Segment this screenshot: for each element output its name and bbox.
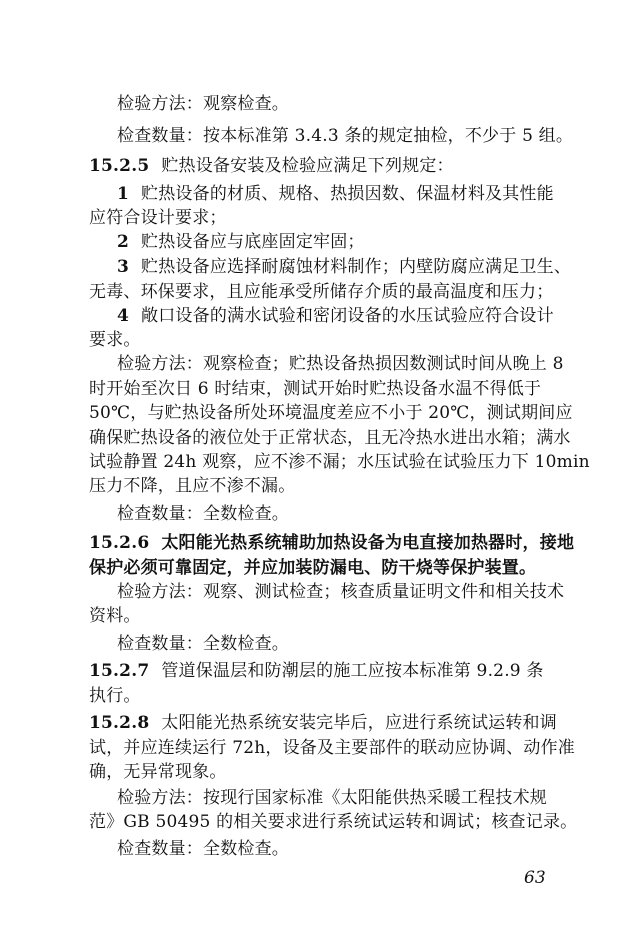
text-line: 检验方法：观察检查。	[117, 94, 289, 114]
text-line: 检验方法：观察、测试检查；核查质量证明文件和相关技术	[117, 582, 565, 602]
text-line: 压力不降，且应不渗不漏。	[89, 476, 296, 496]
clause-heading: 15.2.5 贮热设备安装及检验应满足下列规定：	[89, 156, 454, 176]
text-line: 时开始至次日 6 时结束，测试开始时贮热设备水温不得低于	[89, 379, 542, 399]
text-line: 无毒、环保要求，且应能承受所储存介质的最高温度和压力；	[89, 282, 554, 302]
list-item: 1 贮热设备的材质、规格、热损因数、保温材料及其性能	[117, 184, 554, 204]
text-line: 保护必须可靠固定，并应加装防漏电、防干烧等保护装置。	[89, 558, 537, 578]
text-line: 要求。	[89, 330, 141, 350]
page-number: 63	[524, 868, 546, 888]
text-line: 应符合设计要求；	[89, 208, 227, 228]
text-line: 检查数量：全数检查。	[117, 504, 289, 524]
text-line: 检验方法：观察检查；贮热设备热损因数测试时间从晚上 8	[117, 354, 564, 374]
clause-heading: 15.2.6 太阳能光热系统辅助加热设备为电直接加热器时，接地	[89, 533, 575, 553]
clause-number: 15.2.8	[89, 713, 150, 733]
item-number: 4	[117, 306, 130, 326]
text-line: 检验方法：按现行国家标准《太阳能供热采暖工程技术规	[117, 788, 547, 808]
clause-number: 15.2.5	[89, 156, 150, 176]
clause-heading: 15.2.8 太阳能光热系统安装完毕后，应进行系统试运转和调	[89, 713, 557, 733]
text-line: 范》GB 50495 的相关要求进行系统试运转和调试；核查记录。	[89, 812, 578, 832]
text-line: 检查数量：全数检查。	[117, 634, 289, 654]
list-item: 3 贮热设备应选择耐腐蚀材料制作；内壁防腐应满足卫生、	[117, 257, 572, 277]
text-line: 检查数量：按本标准第 3.4.3 条的规定抽检，不少于 5 组。	[117, 126, 574, 146]
text-line: 50℃，与贮热设备所处环境温度差应不小于 20℃，测试期间应	[89, 403, 573, 423]
list-item: 4 敞口设备的满水试验和密闭设备的水压试验应符合设计	[117, 306, 554, 326]
list-item: 2 贮热设备应与底座固定牢固；	[117, 232, 365, 252]
text-line: 执行。	[89, 686, 141, 706]
item-number: 2	[117, 232, 130, 252]
item-number: 3	[117, 257, 130, 277]
text-line: 检查数量：全数检查。	[117, 839, 289, 859]
text-line: 确保贮热设备的液位处于正常状态，且无冷热水进出水箱；满水	[89, 428, 571, 448]
text-line: 试，并应连续运行 72h，设备及主要部件的联动应协调、动作准	[89, 738, 575, 758]
clause-heading: 15.2.7 管道保温层和防潮层的施工应按本标准第 9.2.9 条	[89, 661, 544, 681]
clause-number: 15.2.7	[89, 661, 150, 681]
text-line: 确，无异常现象。	[89, 762, 227, 782]
text-line: 资料。	[89, 606, 141, 626]
clause-number: 15.2.6	[89, 533, 150, 553]
item-number: 1	[117, 184, 130, 204]
text-line: 试验静置 24h 观察，应不渗不漏；水压试验在试验压力下 10min	[89, 452, 590, 472]
